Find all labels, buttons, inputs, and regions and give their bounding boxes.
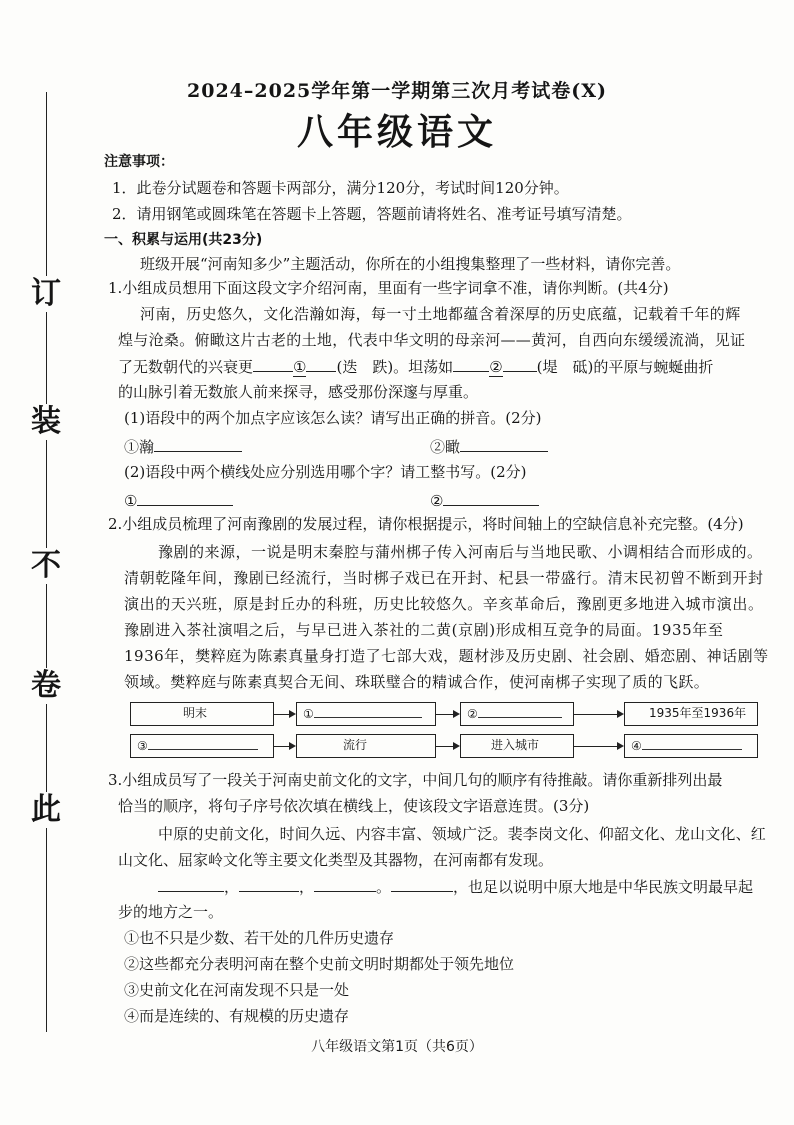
q3-option-3: ③史前文化在河南发现不只是一处 <box>124 981 350 999</box>
q3-blank-3[interactable] <box>314 876 376 892</box>
q1-passage-line-4: 的山脉引着无数旅人前来探寻，感受那份深邃与厚重。 <box>118 383 479 401</box>
q1-sub1-answer-a <box>124 436 242 457</box>
q3-stem-line-2: 恰当的顺序，将句子序号依次填在横线上，使该段文字语意连贯。(3分) <box>118 797 590 815</box>
q1-sub1-label-b: ②瞰 <box>430 438 461 456</box>
q1-passage-line-2: 煌与沧桑。俯瞰这片古老的土地，代表中华文明的母亲河——黄河，自西向东缓缓流淌，见证 <box>118 331 746 349</box>
q3-passage-line-2: 山文化、屈家岭文化等主要文化类型及其器物，在河南都有发现。 <box>118 851 554 869</box>
q3-passage-line-1: 中原的史前文化，时间久远、内容丰富、领域广泛。裴李岗文化、仰韶文化、龙山文化、红 <box>158 825 767 843</box>
timeline-box-city: 进入城市 <box>460 734 574 758</box>
timeline-box-3-blank[interactable] <box>148 735 258 750</box>
section-1-intro: 班级开展“河南知多少”主题活动，你所在的小组搜集整理了一些材料，请你完善。 <box>140 255 681 273</box>
q2-passage-line-5: 1936年，樊粹庭为陈素真量身打造了七部大戏，题材涉及历史剧、社会剧、婚恋剧、神话剧等 <box>124 647 769 665</box>
q1-blank-1-label: ① <box>293 358 307 376</box>
timeline-arrow <box>436 714 458 715</box>
q3-option-1: ①也不只是少数、若干处的几件历史遗存 <box>124 929 395 947</box>
q1-sub1-label-a: ①瀚 <box>124 438 155 456</box>
timeline-box-4-label: ④ <box>631 739 642 753</box>
q1-sub1-answer-b <box>430 436 548 457</box>
q3-tail-text: ，也足以说明中原大地是中华民族文明最早起 <box>453 878 754 896</box>
q1-sub2-answer-a <box>124 490 233 511</box>
q2-passage-line-6: 领域。樊粹庭与陈素真契合无间、珠联璧合的精诚合作，使河南梆子实现了质的飞跃。 <box>124 673 710 691</box>
q1-blank-1-left[interactable] <box>253 356 293 372</box>
timeline-box-4-blank[interactable] <box>642 735 742 750</box>
timeline-box-4[interactable] <box>624 734 758 758</box>
q1-passage-line-3 <box>118 356 713 377</box>
q1-blank-2-options: (堤 砥)的平原与蜿蜒曲折 <box>536 358 714 376</box>
timeline-box-2[interactable] <box>460 702 574 726</box>
timeline-arrow <box>574 746 622 747</box>
q1-sub1-prompt: (1)语段中的两个加点字应该怎么读？请写出正确的拼音。(2分) <box>124 409 542 427</box>
q1-sub2-prompt: (2)语段中两个横线处应分别选用哪个字？请工整书写。(2分) <box>124 463 527 481</box>
timeline-arrow <box>274 714 294 715</box>
timeline-box-1-label: ① <box>303 707 314 721</box>
q1-blank-2-left[interactable] <box>453 356 489 372</box>
timeline-box-2-blank[interactable] <box>478 703 562 718</box>
q1-blank-2-label: ② <box>489 358 503 376</box>
q3-sep-1: ， <box>224 878 240 896</box>
timeline-arrow <box>274 746 294 747</box>
timeline-arrow <box>436 746 458 747</box>
q3-stem-line-1: 3.小组成员写了一段关于河南史前文化的文字，中间几句的顺序有待推敲。请你重新排列出最 <box>108 771 723 789</box>
timeline-box-1935: 1935年至1936年 <box>624 702 758 726</box>
q1-sub1-blank-b[interactable] <box>460 436 548 452</box>
q3-blank-4[interactable] <box>391 876 453 892</box>
q1-stem: 1.小组成员想用下面这段文字介绍河南，里面有一些字词拿不准，请你判断。(共4分) <box>108 279 669 297</box>
q1-sub2-blank-b[interactable] <box>443 490 539 506</box>
q1-sub2-label-b: ② <box>430 492 444 510</box>
subject-title: 八年级语文 <box>296 111 497 153</box>
notes-item-1: 1．此卷分试题卷和答题卡两部分，满分120分，考试时间120分钟。 <box>112 179 569 197</box>
q2-stem: 2.小组成员梳理了河南豫剧的发展过程，请你根据提示，将时间轴上的空缺信息补充完整。(4分) <box>108 515 744 533</box>
q1-sub2-label-a: ① <box>124 492 138 510</box>
exam-title: 2024–2025学年第一学期第三次月考试卷(X) <box>187 80 607 102</box>
q3-answer-line <box>158 876 753 897</box>
q2-passage-line-2: 清朝乾隆年间，豫剧已经流行，当时梆子戏已在开封、杞县一带盛行。清末民初曾不断到开封 <box>124 569 764 587</box>
section-1-heading: 一、积累与运用(共23分) <box>104 232 263 248</box>
q3-passage-line-4: 步的地方之一。 <box>118 903 224 921</box>
binding-char-juan: 卷 <box>28 668 64 704</box>
q3-sep-3: 。 <box>376 878 392 896</box>
timeline-box-popular: 流行 <box>296 734 436 758</box>
timeline-box-1[interactable] <box>296 702 436 726</box>
q2-passage-line-3: 演出的天兴班，原是封丘办的科班，历史比较悠久。辛亥革命后，豫剧更多地进入城市演出。 <box>124 595 764 613</box>
q1-blank-1-options: (迭 跌)。坦荡如 <box>336 358 454 376</box>
q1-passage-line-3-part-a: 了无数朝代的兴衰更 <box>118 358 254 376</box>
page-footer: 八年级语文第1页（共6页） <box>311 1039 483 1055</box>
q1-sub2-answer-b <box>430 490 539 511</box>
q3-sep-2: ， <box>299 878 315 896</box>
q3-option-4: ④而是连续的、有规模的历史遗存 <box>124 1007 350 1025</box>
q3-blank-1[interactable] <box>158 876 224 892</box>
q3-blank-2[interactable] <box>239 876 299 892</box>
notes-item-2: 2．请用钢笔或圆珠笔在答题卡上答题，答题前请将姓名、准考证号填写清楚。 <box>112 205 632 223</box>
timeline-box-ming-end: 明末 <box>130 702 274 726</box>
notes-heading: 注意事项： <box>104 154 174 170</box>
timeline-arrow <box>574 714 622 715</box>
binding-char-ding: 订 <box>28 276 64 312</box>
binding-char-bu: 不 <box>28 548 64 584</box>
q1-blank-2-right[interactable] <box>503 356 537 372</box>
binding-char-zhuang: 装 <box>28 404 64 440</box>
timeline-box-3[interactable] <box>130 734 274 758</box>
q1-blank-1-right[interactable] <box>306 356 336 372</box>
timeline-box-1-blank[interactable] <box>314 703 422 718</box>
q1-sub1-blank-a[interactable] <box>154 436 242 452</box>
q1-sub2-blank-a[interactable] <box>137 490 233 506</box>
q2-passage-line-4: 豫剧进入茶社演唱之后，与早已进入茶社的二黄(京剧)形成相互竞争的局面。1935年至 <box>124 621 724 639</box>
binding-char-ci: 此 <box>28 792 64 828</box>
q1-passage-line-1: 河南，历史悠久，文化浩瀚如海，每一寸土地都蕴含着深厚的历史底蕴，记载着千年的辉 <box>140 305 741 323</box>
timeline-box-2-label: ② <box>467 707 478 721</box>
timeline-box-3-label: ③ <box>137 739 148 753</box>
q2-passage-line-1: 豫剧的来源，一说是明末秦腔与蒲州梆子传入河南后与当地民歌、小调相结合而形成的。 <box>158 543 763 561</box>
q3-option-2: ②这些都充分表明河南在整个史前文明时期都处于领先地位 <box>124 955 515 973</box>
